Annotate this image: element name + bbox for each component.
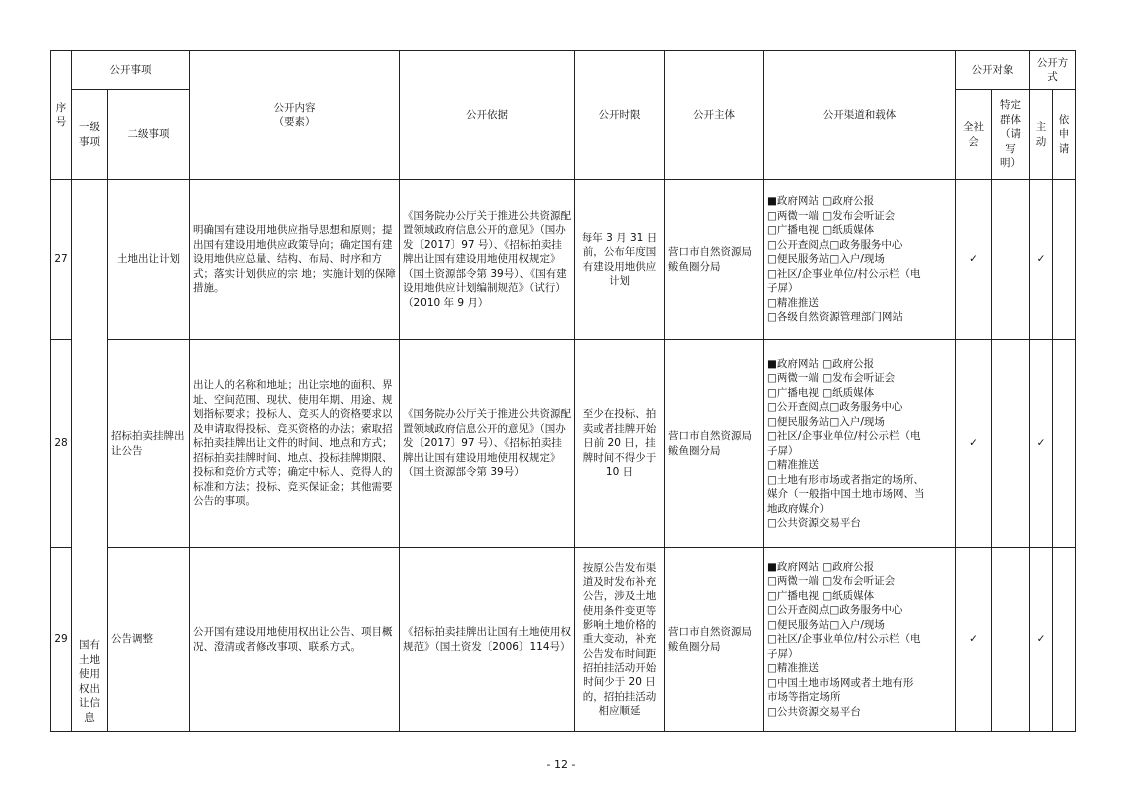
channel-line: □两微一端 □发布会听证会 — [767, 372, 896, 384]
channel-line: □公共资源交易平台 — [767, 517, 861, 529]
channel-line: □公开查阅点□政务服务中心 — [767, 401, 903, 413]
header-row-1 — [51, 51, 1076, 90]
channel-line: 子屏） — [767, 282, 799, 295]
header-level1: 一级 事项 — [72, 90, 108, 180]
row-number: 29 — [51, 548, 72, 732]
channel-line: ■政府网站 □政府公报 — [767, 560, 875, 573]
channel-cell — [764, 548, 956, 732]
on-request-cell — [1053, 548, 1076, 732]
channel-cell — [764, 340, 956, 548]
subject-cell: 营口市自然资源局鲅鱼圈分局 — [665, 548, 764, 732]
specific-group-cell — [992, 340, 1030, 548]
basis-cell: 《国务院办公厅关于推进公共资源配置领域政府信息公开的意见》（国办发〔2017〕97 号）、《招标拍卖挂牌出让国有建设用地使用权规定》（国土资源部令第 39号） — [400, 340, 575, 548]
level1-matter: 国有 土地 使用 权出 让信 息 — [72, 180, 108, 732]
channel-line: 市场等指定场所 — [767, 691, 841, 704]
header-all-society: 全社 会 — [956, 90, 992, 180]
channel-line: 子屏） — [767, 647, 799, 660]
header-matter: 公开事项 — [72, 51, 190, 90]
channel-line: □广播电视 □纸质媒体 — [767, 386, 875, 399]
header-subject: 公开主体 — [665, 51, 764, 180]
row-number: 27 — [51, 180, 72, 340]
channel-line: □公共资源交易平台 — [767, 705, 861, 718]
channel-line: 地政府媒介） — [767, 502, 830, 515]
check-active: ✓ — [1030, 548, 1053, 732]
check-all-society: ✓ — [956, 548, 992, 732]
basis-cell: 《国务院办公厅关于推进公共资源配置领域政府信息公开的意见》（国办发〔2017〕97 号）、《招标拍卖挂牌出让国有建设用地使用权规定》（国土资源部令第 39号）、《国有建设用地供应计划编制规范》（试行）（2010 年 9 月） — [400, 180, 575, 340]
channel-line: □土地有形市场或者指定的场所、 — [767, 473, 924, 486]
channel-line: □社区/企事业单位/村公示栏（电 — [767, 430, 921, 442]
table-row — [51, 340, 1076, 548]
channel-line: □各级自然资源管理部门网站 — [767, 311, 903, 324]
channel-line: □便民服务站□入户/现场 — [767, 618, 885, 631]
header-channel: 公开渠道和载体 — [764, 51, 956, 180]
header-method: 公开方 式 — [1030, 51, 1076, 90]
specific-group-cell — [992, 180, 1030, 340]
disclosure-table — [50, 50, 1076, 732]
time-limit-cell: 按原公告发布渠道及时发布补充公告，涉及土地使用条件变更等影响土地价格的重大变动，补充公告发布时间距招拍挂活动开始时间少于 20 日的，招拍挂活动相应顺延 — [575, 548, 665, 732]
channel-line: □两微一端 □发布会听证会 — [767, 209, 896, 222]
channel-line: 媒介（一般指中国土地市场网、当 — [767, 488, 925, 500]
header-active: 主 动 — [1030, 90, 1053, 180]
header-seq: 序 号 — [51, 51, 72, 180]
channel-line: □社区/企事业单位/村公示栏（电 — [767, 633, 921, 646]
header-basis: 公开依据 — [400, 51, 575, 180]
channel-line: ■政府网站 □政府公报 — [767, 195, 875, 208]
basis-cell: 《招标拍卖挂牌出让国有土地使用权规范》（国土资发〔2006〕114号） — [400, 548, 575, 732]
header-time-limit: 公开时限 — [575, 51, 665, 180]
channel-line: □社区/企事业单位/村公示栏（电 — [767, 267, 921, 280]
check-all-society: ✓ — [956, 180, 992, 340]
check-active: ✓ — [1030, 340, 1053, 548]
table-row — [51, 548, 1076, 732]
time-limit-cell: 至少在投标、拍卖或者挂牌开始日前 20 日，挂牌时间不得少于 10 日 — [575, 340, 665, 548]
subject-cell: 营口市自然资源局鲅鱼圈分局 — [665, 180, 764, 340]
check-all-society: ✓ — [956, 340, 992, 548]
channel-line: □精准推送 — [767, 459, 819, 471]
channel-line: □广播电视 □纸质媒体 — [767, 589, 875, 602]
header-specific-group: 特定 群体 （请 写 明） — [992, 90, 1030, 180]
channel-line: □便民服务站□入户/现场 — [767, 415, 885, 428]
content-cell: 公开国有建设用地使用权出让公告、项目概况、澄清或者修改事项、联系方式。 — [190, 548, 400, 732]
channel-line: □公开查阅点□政务服务中心 — [767, 238, 903, 251]
header-on-request: 依 申 请 — [1053, 90, 1076, 180]
page-number: - 12 - — [546, 758, 576, 771]
channel-line: □广播电视 □纸质媒体 — [767, 224, 875, 237]
table-row — [51, 180, 1076, 340]
level2-matter: 招标拍卖挂牌出让公告 — [108, 340, 190, 548]
header-content: 公开内容 （要素） — [190, 51, 400, 180]
subject-cell: 营口市自然资源局鲅鱼圈分局 — [665, 340, 764, 548]
channel-line: □两微一端 □发布会听证会 — [767, 575, 896, 588]
time-limit-cell: 每年 3 月 31 日前，公布年度国有建设用地供应计划 — [575, 180, 665, 340]
on-request-cell — [1053, 180, 1076, 340]
channel-line: □公开查阅点□政务服务中心 — [767, 604, 903, 617]
content-cell: 明确国有建设用地供应指导思想和原则；提出国有建设用地供应政策导向；确定国有建设用地供应总量、结构、布局、时序和方式；落实计划供应的宗 地；实施计划的保障措施。 — [190, 180, 400, 340]
check-active: ✓ — [1030, 180, 1053, 340]
on-request-cell — [1053, 340, 1076, 548]
channel-line: □中国土地市场网或者土地有形 — [767, 676, 914, 689]
content-cell: 出让人的名称和地址；出让宗地的面积、界址、空间范围、现状、使用年期、用途、规划指标要求；投标人、竞买人的资格要求以及申请取得投标、竞买资格的办法；索取招标拍卖挂牌出让文件的时间、地点和方式；招标拍卖挂牌时间、地点、投标挂牌期限、投标和竞价方式等；确定中标人、竞得人的标准和方法；投标、竞买保证金；其他需要公告的事项。 — [190, 340, 400, 548]
header-level2: 二级事项 — [108, 90, 190, 180]
channel-line: ■政府网站 □政府公报 — [767, 357, 875, 370]
specific-group-cell — [992, 548, 1030, 732]
channel-line: □便民服务站□入户/现场 — [767, 253, 885, 266]
level2-matter: 公告调整 — [108, 548, 190, 732]
row-number: 28 — [51, 340, 72, 548]
level2-matter: 土地出让计划 — [108, 180, 190, 340]
channel-line: □精准推送 — [767, 662, 819, 675]
header-target: 公开对象 — [956, 51, 1030, 90]
channel-line: □精准推送 — [767, 296, 819, 309]
channel-cell — [764, 180, 956, 340]
channel-line: 子屏） — [767, 444, 799, 457]
